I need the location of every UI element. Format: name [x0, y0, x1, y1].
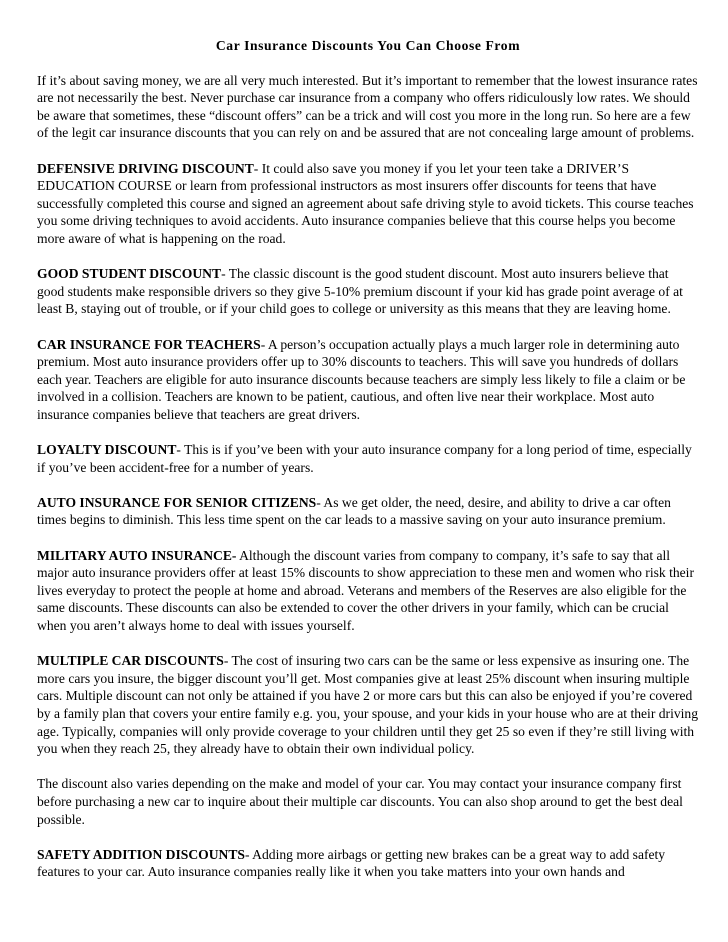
section-text: - As we get older, the need, desire, and ability to drive a car often times begins to diminish. This less time spent on the car leads to a massive saving on your auto insurance premium. — [37, 494, 671, 528]
section-defensive-driving — [37, 160, 699, 248]
section-text: - It could also save you money if you let your teen take a DRIVER’S EDUCATION COURSE or learn from professional instructors as most insurers offer discounts for teens that have successfully completed this course and signed an agreement about safe driving style to avoid tickets. This course teaches you some driving techniques to avoid accidents. Auto insurance companies believe that this course helps you become more aware of what is happening on the road. — [37, 160, 694, 246]
section-heading: CAR INSURANCE FOR TEACHERS — [37, 336, 261, 352]
section-heading: DEFENSIVE DRIVING DISCOUNT — [37, 160, 254, 176]
section-heading: LOYALTY DISCOUNT — [37, 442, 177, 458]
section-multiple-car — [37, 652, 699, 758]
section-teachers — [37, 336, 699, 424]
section-senior-citizens — [37, 494, 699, 529]
section-heading: SAFETY ADDITION DISCOUNTS — [37, 846, 245, 862]
section-military — [37, 547, 699, 635]
intro-paragraph: If it’s about saving money, we are all very much interested. But it’s important to remember that the lowest insurance rates are not necessarily the best. Never purchase car insurance from a company who offers ridiculously low rates. We should be aware that sometimes, these “discount offers” can be a trick and will cost you more in the long run. So here are a few of the legit car insurance discounts that you can rely on and be assured that are not concealing large amount of problems. — [37, 72, 698, 141]
document-title: Car Insurance Discounts You Can Choose From — [215, 38, 521, 53]
section-text: Although the discount varies from company to company, it’s safe to say that all major auto insurance providers offer at least 15% discounts to show appreciation to these men and women who risk their lives everyday to protect the people at home and abroad. Veterans and members of the Reserves are also eligible for the same discounts. These discounts can also be extended to cover the other drivers in your family, which can be crucial when you aren’t always home to deal with issues yourself. — [37, 547, 694, 633]
section-text: - The cost of insuring two cars can be the same or less expensive as insuring one. The more cars you insure, the bigger discount you’ll get. Most companies give at least 25% discount when insuring multiple cars. Multiple discount can not only be attained if you have 2 or more cars but this can also be enjoyed if you’re covered by a family plan that covers your entire family e.g. you, your spouse, and your kids in your house who are at their driving age. Typically, companies will only provide coverage to your children until they get 25 so even if they’re still living with you when they reach 25, they already have to obtain their own individual policy. — [37, 653, 699, 757]
section-heading: AUTO INSURANCE FOR SENIOR CITIZENS — [37, 494, 317, 510]
section-multiple-car-continued — [37, 775, 699, 828]
section-text: - Adding more airbags or getting new brakes can be a great way to add safety features to your car. Auto insurance companies really like it when you take matters into your own hands and — [37, 846, 666, 880]
section-text: - The classic discount is the good student discount. Most auto insurers believe that good students make responsible drivers so they give 5-10% premium discount if your kid has grade point average of at least B, staying out of trouble, or if your child goes to college or university as this means that they are leaving home. — [37, 266, 683, 317]
section-heading: GOOD STUDENT DISCOUNT — [37, 266, 222, 282]
document-page — [37, 37, 699, 899]
section-text: - This is if you’ve been with your auto insurance company for a long period of time, especially if you’ve been accident-free for a number of years. — [37, 442, 692, 475]
section-text: - A person’s occupation actually plays a much larger role in determining auto premium. Most auto insurance providers offer up to 30% discounts to teachers. This will save you hundreds of dollars each year. Teachers are eligible for auto insurance discounts because teachers are simply less likely to file a claim or be involved in a collision. Teachers are known to be patient, cautious, and often live near their workplace. Most auto insurance companies believe that teachers are great drivers. — [37, 336, 686, 422]
section-loyalty — [37, 441, 699, 476]
section-heading: MILITARY AUTO INSURANCE- — [37, 547, 237, 563]
section-heading: MULTIPLE CAR DISCOUNTS — [37, 653, 224, 669]
section-safety-addition — [37, 846, 699, 881]
section-text: The discount also varies depending on the make and model of your car. You may contact your insurance company first before purchasing a new car to inquire about their multiple car discounts. You can also shop around to get the best deal possible. — [37, 776, 683, 827]
section-good-student — [37, 265, 699, 318]
